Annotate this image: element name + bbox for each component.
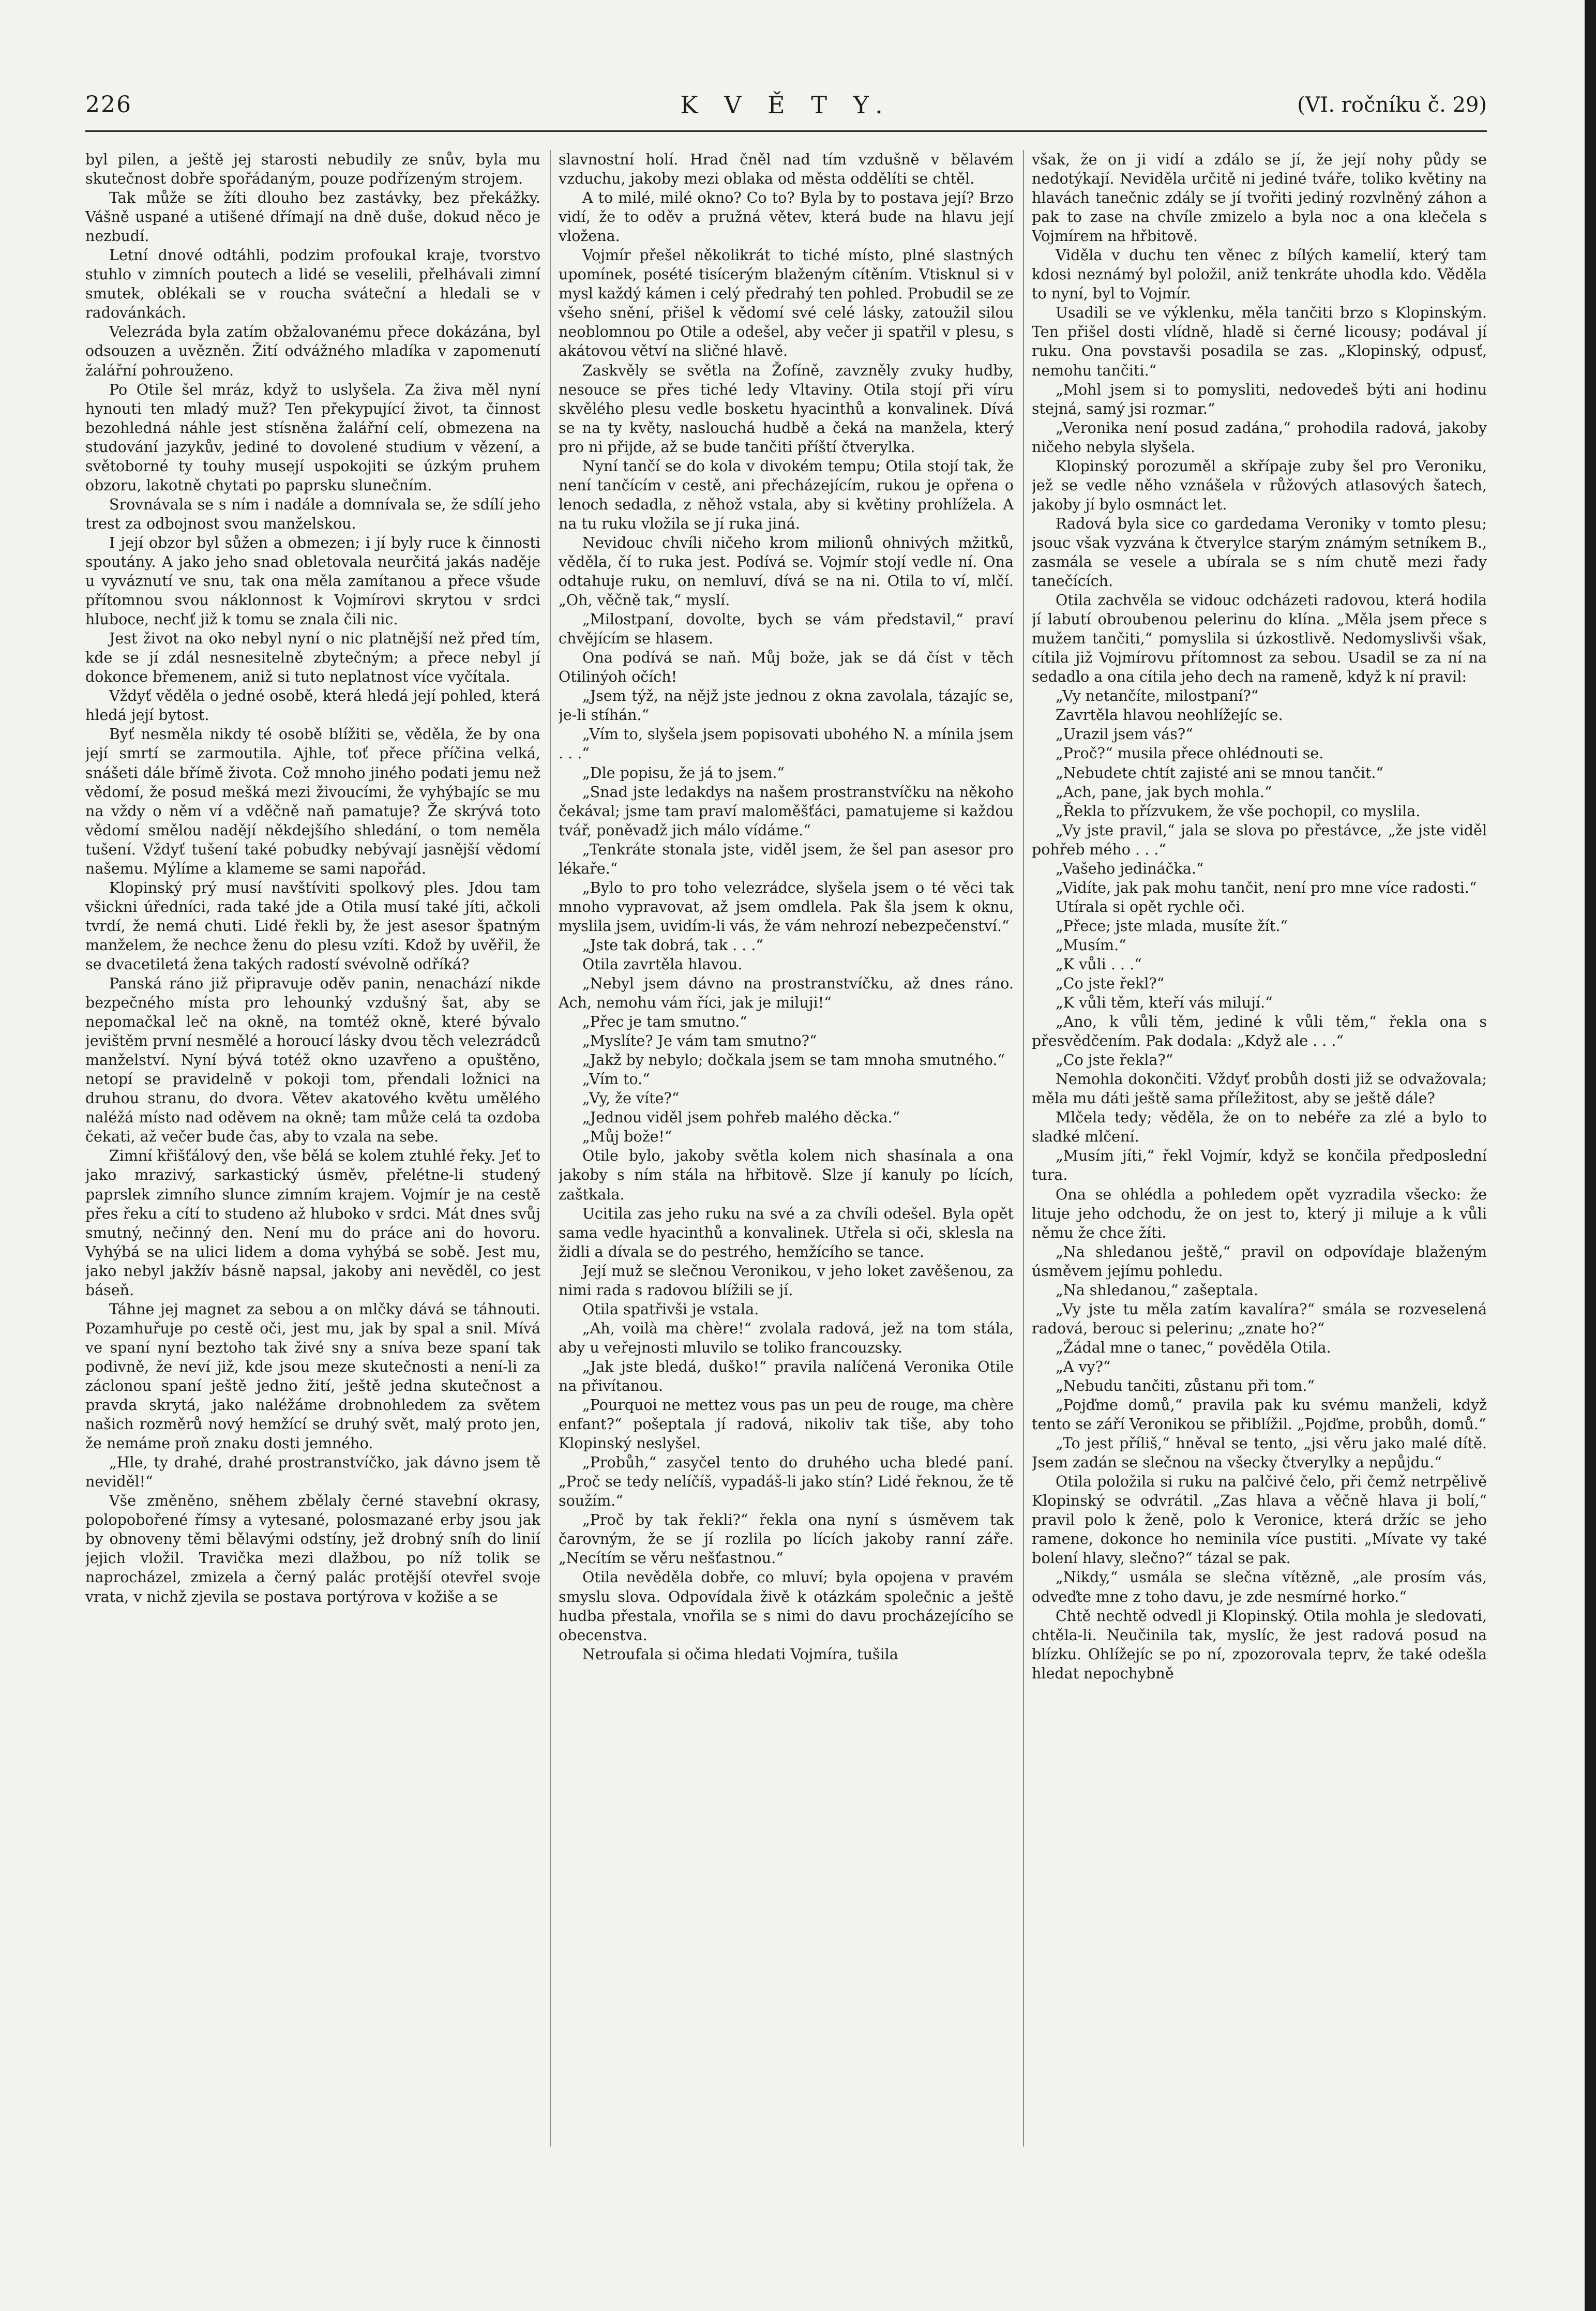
paragraph: Viděla v duchu ten věnec z bílých kamelií, který tam kdosi neznámý byl položil, aniž tenkráte uhodla kdo. Věděla to nyní, byl to Vojmír. (1032, 247, 1487, 303)
text-column-1 (85, 150, 540, 2147)
paragraph: „Řekla to přízvukem, že vše pochopil, co myslila. (1056, 802, 1421, 820)
scan-edge (1585, 0, 1596, 2311)
paragraph: „Jak jste bledá, duško!“ pravila nalíčená Veronika Otile na přivítanou. (559, 1358, 1014, 1394)
paragraph: Nemohla dokončiti. Vždyť probůh dosti již se odvažovala; měla mu dáti ještě sama příležitost, aby se ještě dále? (1032, 1071, 1487, 1107)
page-header (85, 87, 1487, 123)
article-body (85, 150, 1487, 2147)
paragraph: Netroufala si očima hledati Vojmíra, tušila (582, 1645, 898, 1663)
paragraph: „Veronika není posud zadána,“ prohodila radová, jakoby ničeho nebyla slyšela. (1032, 419, 1487, 456)
paragraph: byl pilen, a ještě jej starosti nebudily ze snův, byla mu skutečnost dobře spořádaným, pouze podřízeným strojem. (85, 151, 540, 188)
paragraph: Nevidouc chvíli ničeho krom milionů ohnivých mžitků, věděla, čí to ruka jest. Podívá se. Vojmír stojí vedle ní. Ona odtahuje ruku, on nemluví, dívá se na ni. Otila to ví, mlčí. „Oh, věčně tak,“ myslí. (559, 534, 1014, 609)
paragraph: „Tenkráte stonala jste, viděl jsem, že šel pan asesor pro lékaře.“ (559, 841, 1014, 877)
paragraph: „To jest příliš,“ hněval se tento, „jsi věru jako malé dítě. Jsem zadán se slečnou na všecky čtverylky a nepůjdu.“ (1032, 1435, 1487, 1472)
paragraph: „Nikdy,“ usmála se slečna vítězně, „ale prosím vás, odveďte mne z toho davu, je zde nesmírné horko.“ (1032, 1569, 1487, 1605)
paragraph: Klopinský prý musí navštíviti spolkový ples. Jdou tam všickni úředníci, rada také jde a Otila musí také jíti, ačkoli tvrdí, že nemá chuti. Lidé řekli by, že jest asesor špatným manželem, že nechce ženu do plesu vzíti. Kdož by uvěřil, že se dvacetiletá žena takých radostí svévolně odříká? (85, 879, 540, 973)
paragraph: „Co jste řekl?“ (1056, 975, 1165, 993)
paragraph: Po Otile šel mráz, když to uslyšela. Za živa měl nyní hynouti ten mladý muž? Ten překypující život, ta činnost bezohledná náhle jest stísněna žalářní celí, obmezena na studování jazykův, jediné to dovolené studium v vězení, a světoborné ty touhy musejí uspokojiti se úzkým pruhem obzoru, lakotně chytati po paprsku slunečním. (85, 381, 540, 494)
paragraph: Usadili se ve výklenku, měla tančiti brzo s Klopinským. Ten přišel dosti vlídně, hladě si černé licousy; podával jí ruku. Ona povstavši posadila se zas. „Klopinský, odpusť, nemohu tančiti.“ (1032, 304, 1487, 379)
paragraph: Ucitila zas jeho ruku na své a za chvíli odešel. Byla opět sama vedle hyacinthů a konvalinek. Utřela si oči, sklesla na židli a dívala se do pestrého, hemžícího se tance. (559, 1205, 1014, 1260)
paragraph: Chtě nechtě odvedl ji Klopinský. Otila mohla je sledovati, chtěla-li. Neučinila tak, myslíc, že jest radová posud na blízku. Ohlížejíc se po ní, zpozorovala teprv, že také odešla hledat nepochybně (1032, 1607, 1487, 1682)
paragraph: „Milostpaní, dovolte, bych se vám představil,“ praví chvějícím se hlasem. (559, 611, 1014, 648)
paragraph: Ona podívá se naň. Můj bože, jak se dá číst v těch Otilinýoh očích! (559, 649, 1014, 686)
paragraph: Utírala si opět rychle oči. (1056, 898, 1245, 916)
paragraph: „Jednou viděl jsem pohřeb malého děcka.“ (582, 1109, 900, 1127)
paragraph: „Snad jste ledakdys na našem prostranstvíčku na někoho čekával; jsme tam praví maloměšťáci, pamatujeme si každou tvář, poněvadž jich málo vídáme.“ (559, 783, 1014, 839)
paragraph: Vždyť věděla o jedné osobě, která hledá její pohled, která hledá její bytost. (85, 687, 540, 724)
paragraph: Otila zavrtěla hlavou. (582, 955, 743, 973)
paragraph: Zavrtěla hlavou neohlížejíc se. (1056, 707, 1283, 724)
paragraph: „Proč by tak řekli?“ řekla ona nyní s úsměvem tak čarovným, že se jí rozlila po lících jakoby ranní záře. „Necítím se věru nešťastnou.“ (559, 1511, 1014, 1567)
paragraph: „Na shledanou ještě,“ pravil on odpovídaje blaženým úsměvem jejímu pohledu. (1032, 1243, 1487, 1280)
paragraph: „Přec je tam smutno.“ (582, 1013, 747, 1031)
paragraph: Panská ráno již připravuje oděv panin, nenachází nikde bezpečného místa pro lehounký vzdušný šat, aby se nepomačkal leč na okně, na tomtéž okně, které bývalo jevištěm první nesmělé a horoucí lásky dvou těch velezrádců manželství. Nyní bývá totéž okno uzavřeno a opuštěno, netopí se pravidelně v pokoji tom, přendali ložnici na druhou stranu, do dvora. Větev akatového květu umělého naléžá místo nad oděvem na okně; tam může celá ta ozdoba čekati, až večer bude čas, aby to vzala na sebe. (85, 975, 540, 1146)
paragraph: „Na shledanou,“ zašeptala. (1056, 1281, 1258, 1299)
paragraph: Nyní tančí se do kola v divokém tempu; Otila stojí tak, že není tančícím v cestě, ani přecházejícím, rukou je opřena o lenoch sedadla, z něhož vstala, aby si květiny prohlížela. A na tu ruku vložila se jí ruka jiná. (559, 457, 1014, 532)
paragraph: Zimní křišťálový den, vše bělá se kolem ztuhlé řeky. Jeť to jako mrazivý, sarkastický úsměv, přelétne-li studený paprslek zimního slunce zimním krajem. Vojmír je na cestě přes řeku a cítí to studeno až hluboko v srdci. Mát dnes svůj smutný, nečinný den. Není mu do práce ani do hovoru. Vyhýbá se na ulici lidem a doma vyhýbá se sobě. Jest mu, jako nebyl jakžív básně napsal, jakoby ani nevěděl, co jest báseň. (85, 1147, 540, 1299)
paragraph: „Vidíte, jak pak mohu tančit, není pro mne více radosti.“ (1056, 879, 1477, 896)
paragraph: Mlčela tedy; věděla, že on to nebéře za zlé a bylo to sladké mlčení. (1032, 1109, 1487, 1146)
paragraph: Tak může se žíti dlouho bez zastávky, bez překážky. Vášně uspané a utišené dřímají na dně duše, dokud něco je nezbudí. (85, 189, 540, 245)
paragraph: „Musím jíti,“ řekl Vojmír, když se končila předposlední tura. (1032, 1147, 1487, 1184)
paragraph: Otila položila si ruku na palčivé čelo, při čemž netrpělivě Klopinský se odvrátil. „Zas hlava a věčně hlava ji bolí,“ pravil polo k ženě, polo k Veronice, která držíc se jeho ramene, dokonce ho neminila více pustiti. „Mívate vy také bolení hlavy, slečno?“ tázal se pak. (1032, 1473, 1487, 1567)
journal-title: K V Ě T Y. (680, 91, 892, 119)
paragraph: „Pojďme domů,“ pravila pak ku svému manželi, když tento se září Veronikou se přiblížil. „Pojďme, probůh, domů.“ (1032, 1397, 1487, 1433)
paragraph: „Jakž by nebylo; dočkala jsem se tam mnoha smutného.“ (582, 1052, 1005, 1069)
paragraph: Otila nevěděla dobře, co mluví; byla opojena v pravém smyslu slova. Odpovídala živě k otázkám společnic a ještě hudba přestala, vnořila se s nimi do davu procházejícího se obecenstva. (559, 1569, 1014, 1644)
paragraph: Klopinský porozuměl a skřípaje zuby šel pro Veroniku, jež se vedle něho vznášela v růžových atlasových šatech, jakoby jí bylo osmnáct let. (1032, 457, 1487, 513)
paragraph: Srovnávala se s ním i nadále a domnívala se, že sdílí jeho trest za odbojnost svou manželskou. (85, 496, 540, 532)
paragraph: „Jsem týž, na nějž jste jednou z okna zavolala, tázajíc se, je-li stíhán.“ (559, 687, 1014, 724)
paragraph: „Vy netančíte, milostpaní?“ (1056, 687, 1259, 705)
paragraph: „Dle popisu, že já to jsem.“ (582, 764, 785, 782)
paragraph: „Vím to.“ (582, 1071, 650, 1088)
paragraph: „Myslíte? Je vám tam smutno?“ (582, 1032, 817, 1050)
paragraph: „Ano, k vůli těm, jediné k vůli těm,“ řekla ona s přesvědčením. Pak dodala: „Když ale . . .“ (1032, 1013, 1487, 1050)
paragraph: „Musím.“ (1056, 936, 1126, 954)
paragraph: „Co jste řekla?“ (1056, 1052, 1173, 1069)
paragraph: „Probůh,“ zasyčel tento do druhého ucha bledé paní. „Proč se tedy nelíčíš, vypadáš-li jako stín? Lidé řeknou, že tě soužím.“ (559, 1454, 1014, 1510)
paragraph: Velezráda byla zatím obžalovanému přece dokázána, byl odsouzen a uvězněn. Žití odvážného mladíka v zapomenutí žalářní pohrouženo. (85, 323, 540, 379)
paragraph: „Hle, ty drahé, drahé prostranstvíčko, jak dávno jsem tě neviděl!“ (85, 1454, 540, 1491)
paragraph: Vojmír přešel několikrát to tiché místo, plné slastných upomínek, posété tisícerým blaženým cítěním. Vtisknul si v mysl každý kámen i celý předrahý ten pohled. Probudil se ze všeho snění, přišel k vědomí své celé lásky, zatoužil silou neoblomnou po Otile a odešel, aby večer ji spatřil v plesu, s akátovou větví na sličné hlavě. (559, 247, 1014, 360)
paragraph: I její obzor byl sůžen a obmezen; i jí byly ruce k činnosti spoutány. A jako jeho snad obletovala neurčitá jakás naděje u vyváznutí ve snu, tak ona měla zamítanou a přece všude přítomnou svou náklonnost k Vojmírovi skrytou v srdci hluboce, nechť již k tomu se znala čili nic. (85, 534, 540, 628)
paragraph: „Mohl jsem si to pomysliti, nedovedeš býti ani hodinu stejná, samý jsi rozmar.“ (1032, 381, 1487, 417)
paragraph: „Nebudete chtít zajisté ani se mnou tančit.“ (1056, 764, 1383, 782)
volume-info: (VI. ročníku č. 29) (1297, 93, 1487, 117)
paragraph: „Pourquoi ne mettez vous pas un peu de rouge, ma chère enfant?“ pošeptala jí radová, nikoliv tak tiše, aby toho Klopinský neslyšel. (559, 1397, 1014, 1452)
paragraph: Otile bylo, jakoby světla kolem nich shasínala a ona jakoby s ním stála na hřbitově. Slze jí kanuly po lících, zaštkala. (559, 1147, 1014, 1203)
paragraph: A to milé, milé okno? Co to? Byla by to postava její? Brzo vidí, že to oděv a pružná větev, která bude na hlavu její vložena. (559, 189, 1014, 245)
paragraph: „Přece; jste mlada, musíte žít.“ (1056, 917, 1288, 935)
paragraph: „Žádal mne o tanec,“ pověděla Otila. (1056, 1339, 1331, 1356)
paragraph: Táhne jej magnet za sebou a on mlčky dává se táhnouti. Pozamhuřuje po cestě oči, jest mu, jak by spal a snil. Mívá ve spaní nyní beztoho tak živé sny a sníva beze spaní tak podivně, že neví již, kde jsou meze skutečnosti a není-li za záclonou spaní ještě jedno žití, ještě jedna skutečnost a pravda skrytá, jako naléžáme drobnohledem za světem našich rozměrů nový hemžící se druhý svět, malý proto jen, že nemáme proň znaku dosti jemného. (85, 1300, 540, 1452)
header-rule (85, 130, 1487, 132)
paragraph: Otila zachvěla se vidouc odcházeti radovou, která hodila jí labutí obroubenou pelerinu do klína. „Měla jsem přece s mužem tančiti,“ pomyslila si úzkostlivě. Nedomyslivši však, cítila již Vojmírovu přítomnost za sebou. Usadil se za ní na sedadlo a ona cítila jeho dech na rameně, když k ní pravil: (1032, 592, 1487, 686)
paragraph: „Vy, že víte?“ (582, 1090, 680, 1107)
paragraph: „Vašeho jedináčka.“ (1056, 860, 1204, 877)
paragraph: „Bylo to pro toho velezrádce, slyšela jsem o té věci tak mnoho vypravovat, až jsem omdlela. Pak šla jsem k oknu, myslila jsem, uvidím-li vás, že vám nehrozí nebezpečenství.“ (559, 879, 1014, 935)
paragraph: však, že on ji vidí a zdálo se jí, že její nohy půdy se nedotýkají. Neviděla určitě ni jediné tváře, toliko květiny na hlavách tanečnic zdály se jí tvořiti jediný rozvlněný záhon a pak to zase na chvíle zmizelo a byla noc a ona klečela s Vojmírem na hřbitově. (1032, 151, 1487, 245)
paragraph: „Ah, voilà ma chère!“ zvolala radová, jež na tom stála, aby u veřejnosti mluvilo se toliko francouzsky. (559, 1319, 1014, 1356)
paragraph: „Proč?“ musila přece ohlédnouti se. (1056, 745, 1324, 762)
paragraph: „Nebyl jsem dávno na prostranstvíčku, až dnes ráno. Ach, nemohu vám říci, jak je miluji!“ (559, 975, 1014, 1012)
paragraph: Vše změněno, sněhem zbělaly černé stavební okrasy, polopobořené římsy a vytesané, polosmazané erby jsou jak by obnoveny těmi bělavými odstíny, jež drobný sníh do linií jejich vložil. Travička mezi dlažbou, po níž tolik se naprocházel, zmizela a černý palác protější otevřel svoje vrata, v nichž zjevila se postava portýrova v kožiše a se (85, 1492, 540, 1605)
paragraph: „K vůli . . .“ (1056, 955, 1142, 973)
paragraph: „Ach, pane, jak bych mohla.“ (1056, 783, 1272, 801)
paragraph: Jest život na oko nebyl nyní o nic platnější než před tím, kde se jí zdál nesnesitelně zbytečným; a přece nebyl jí dokonce břemenem, aniž si tuto neplatnost více vyčítala. (85, 630, 540, 686)
paragraph: Letní dnové odtáhli, podzim profoukal kraje, tvorstvo stuhlo v zimních poutech a lidé se veselili, přelhávali zimní smutek, oblékali se v roucha sváteční a hledali se v radovánkách. (85, 247, 540, 322)
paragraph: „Vy jste pravil,“ jala se slova po přestávce, „že jste viděl pohřeb mého . . .“ (1032, 821, 1487, 858)
paragraph: Zaskvěly se světla na Žofíně, zavzněly zvuky hudby, nesouce se přes tiché ledy Vltaviny. Otila stojí při víru skvělého plesu vedle bosketu hyacinthů a konvalinek. Dívá se na ty květy, naslouchá hudbě a čeká na manžela, který pro ni přijde, až se bude tančiti příští čtverylka. (559, 362, 1014, 456)
text-column-2 (559, 150, 1014, 2147)
paragraph: Radová byla sice co gardedama Veroniky v tomto plesu; jsouc však vyzvána k čtverylce starým známým setníkem B., zasmála se vesele a ubírala se s ním chutě mezi řady tanečících. (1032, 515, 1487, 590)
paragraph: „Jste tak dobrá, tak . . .“ (582, 936, 763, 954)
paragraph: „Nebudu tančiti, zůstanu při tom.“ (1056, 1377, 1315, 1394)
paragraph: „Můj bože!“ (582, 1128, 672, 1146)
paragraph: Byť nesměla nikdy té osobě blížiti se, věděla, že by ona její smrtí se zarmoutila. Ajhle, toť přece příčina velká, snášeti dále břímě života. Což mnoho jiného podati jemu než vědomí, že posud mešká mezi živoucími, že vyhýbajíc se mu na vždy o něm ví a vděčně naň pamatuje? Že skrývá toto vědomí smělou nadějí někdejšího shledání, o tom neměla tušení. Vždyť tušení také pobudky nebývají jasnější vědomí našemu. Mýlíme a klameme se sami napořád. (85, 726, 540, 877)
paragraph: Ona se ohlédla a pohledem opět vyzradila všecko: že lituje jeho odchodu, že on jest to, který ji miluje a k vůli němu že chce žíti. (1032, 1185, 1487, 1241)
paragraph: Otila spatřivši je vstala. (582, 1300, 759, 1318)
paragraph: „Vím to, slyšela jsem popisovati ubohého N. a mínila jsem . . .“ (559, 726, 1014, 762)
paragraph: Její muž se slečnou Veronikou, v jeho loket zavěšenou, za nimi rada s radovou blížili se jí. (559, 1262, 1014, 1299)
paragraph: „A vy?“ (1056, 1358, 1111, 1375)
paragraph: „K vůli těm, kteří vás milují.“ (1056, 994, 1273, 1012)
text-column-3 (1032, 150, 1487, 2147)
paragraph: „Urazil jsem vás?“ (1056, 726, 1193, 743)
page-number: 226 (85, 92, 132, 118)
paragraph: „Vy jste tu měla zatím kavalíra?“ smála se rozveselená radová, berouc si pelerinu; „znate ho?“ (1032, 1300, 1487, 1337)
paragraph: slavnostní holí. Hrad čněl nad tím vzdušně v bělavém vzduchu, jakoby mezi oblaka od města oddělíti se chtěl. (559, 151, 1014, 188)
